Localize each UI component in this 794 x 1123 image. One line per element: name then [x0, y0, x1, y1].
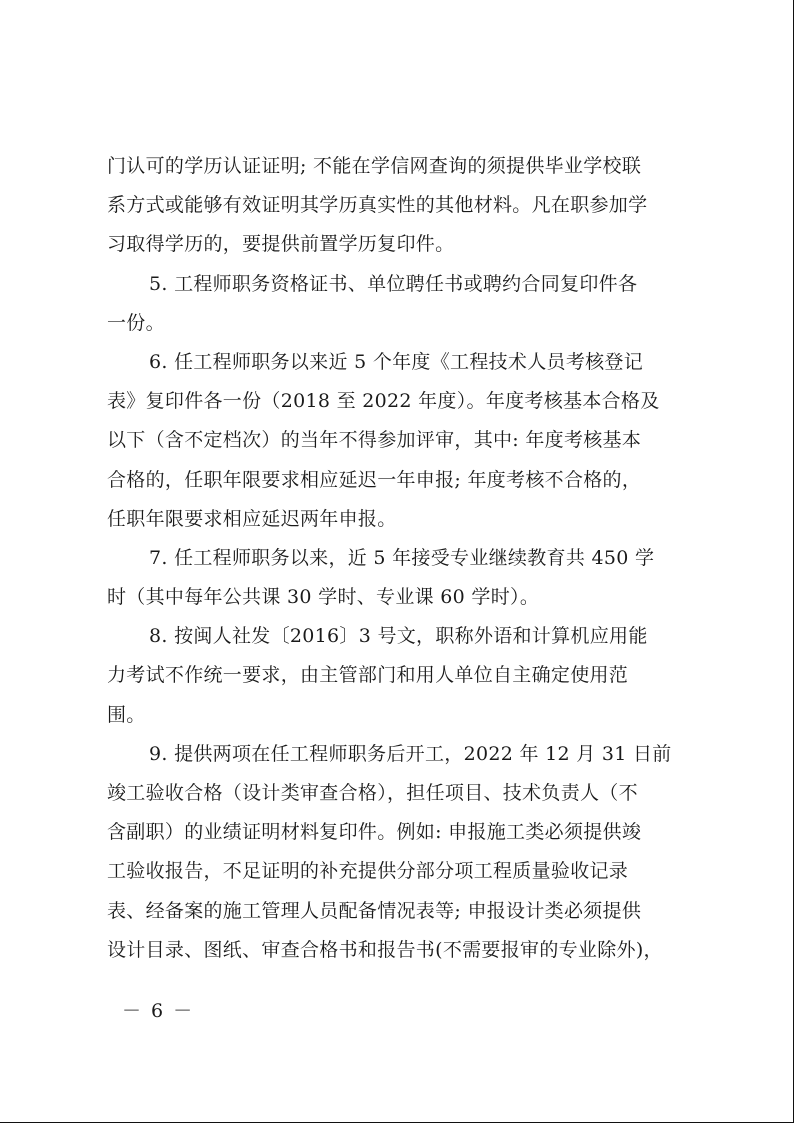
- text-line: 围。: [107, 703, 146, 726]
- text-line: 力考试不作统一要求，由主管部门和用人单位自主确定使用范: [107, 664, 629, 687]
- item-8-line: 8. 按闽人社发〔2016〕3 号文，职称外语和计算机应用能: [149, 625, 648, 648]
- text-line: 习取得学历的，要提供前置学历复印件。: [107, 233, 455, 256]
- page-number: － 6 －: [122, 1000, 195, 1022]
- item-5-line: 5. 工程师职务资格证书、单位聘任书或聘约合同复印件各: [149, 272, 638, 295]
- item-9-line: 9. 提供两项在任工程师职务后开工，2022 年 12 月 31 日前: [149, 742, 672, 765]
- text-line: 一份。: [107, 311, 165, 334]
- text-line: 以下（含不定档次）的当年不得参加评审，其中: 年度考核基本: [107, 429, 642, 452]
- text-line: 工验收报告，不足证明的补充提供分部分项工程质量验收记录: [107, 860, 629, 883]
- body-text: [107, 147, 693, 970]
- text-line: 表》复印件各一份（2018 至 2022 年度）。年度考核基本合格及: [107, 390, 660, 413]
- text-line: 任职年限要求相应延迟两年申报。: [107, 507, 397, 530]
- text-line: 时（其中每年公共课 30 学时、专业课 60 学时）。: [107, 586, 540, 609]
- text-line: 系方式或能够有效证明其学历真实性的其他材料。凡在职参加学: [107, 194, 648, 217]
- text-line: 合格的，任职年限要求相应延迟一年申报; 年度考核不合格的，: [107, 468, 642, 491]
- item-6-line: 6. 任工程师职务以来近 5 个年度《工程技术人员考核登记: [149, 350, 644, 373]
- text-line: 门认可的学历认证证明; 不能在学信网查询的须提供毕业学校联: [107, 155, 642, 177]
- text-line: 含副职）的业绩证明材料复印件。例如: 申报施工类必须提供竣: [107, 821, 642, 844]
- text-line: 竣工验收合格（设计类审查合格），担任项目、技术负责人（不: [107, 782, 638, 804]
- text-line: 设计目录、图纸、审查合格书和报告书(不需要报审的专业除外)，: [107, 938, 663, 961]
- item-7-line: 7. 任工程师职务以来，近 5 年接受专业继续教育共 450 学: [149, 546, 655, 569]
- text-line: 表、经备案的施工管理人员配备情况表等; 申报设计类必须提供: [107, 899, 642, 922]
